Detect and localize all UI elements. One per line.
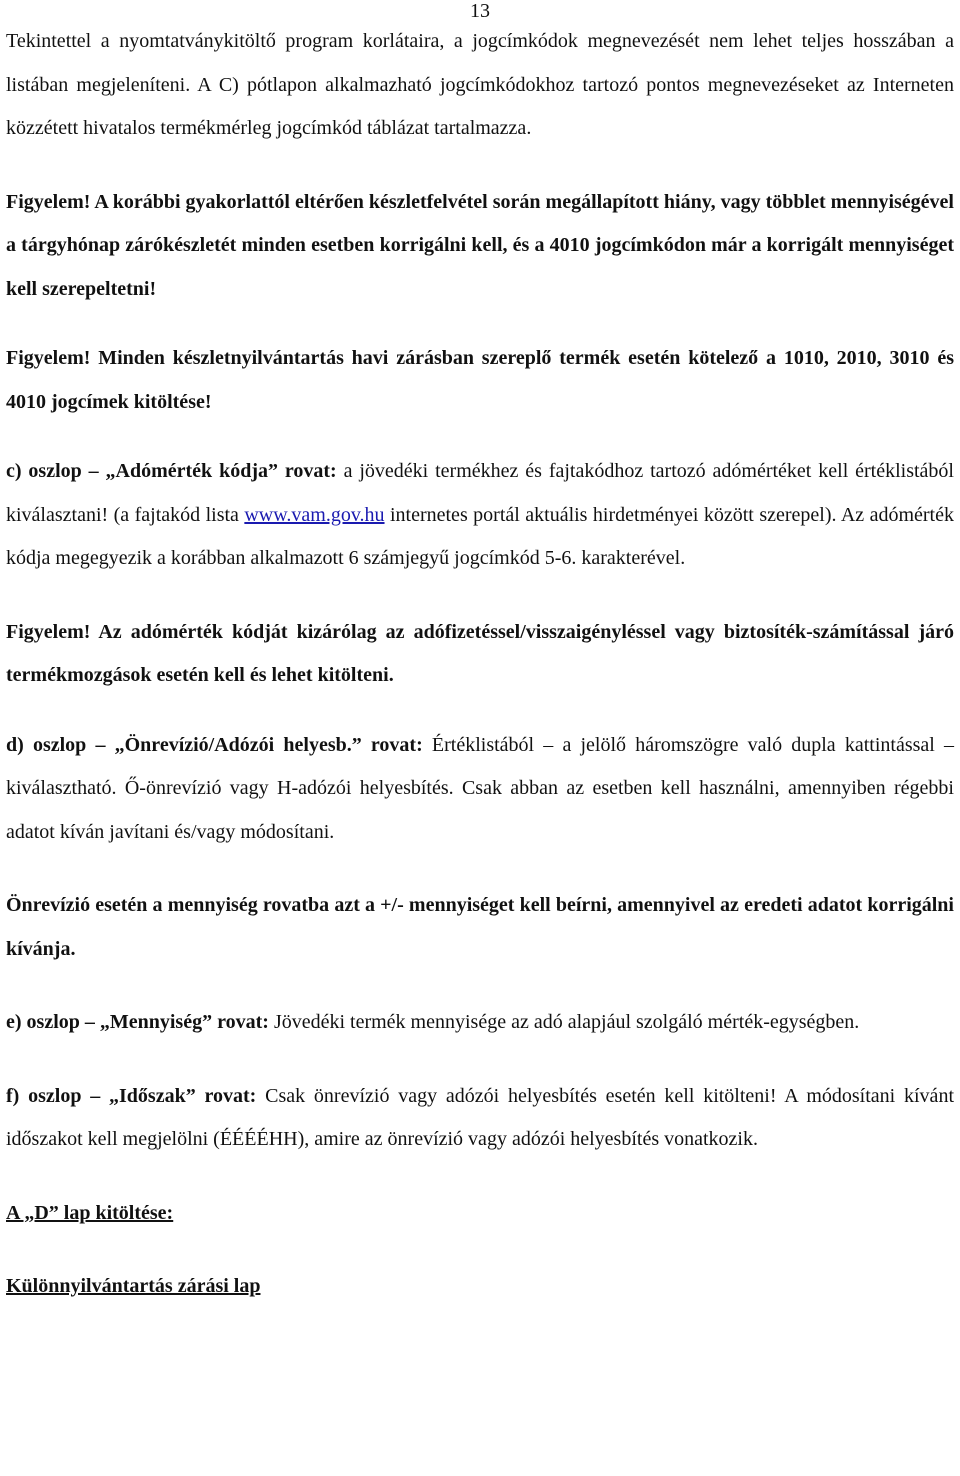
vam-link[interactable]: www.vam.gov.hu (244, 503, 385, 526)
paragraph-onrevizio (6, 884, 954, 971)
paragraph-f-oszlop (6, 1075, 954, 1162)
warning-text: Figyelem! Minden készletnyilvántartás havi zárásban szereplő termék esetén kötelező a 1010, 2010, 3010 és 4010 jogcímek kitöltése! (6, 347, 954, 413)
emphasis-text: Önrevízió esetén a mennyiség rovatba azt a +/- mennyiséget kell beírni, amennyivel az eredeti adatot korrigálni kívánja. (6, 894, 954, 960)
warning-text: Figyelem! Az adómérték kódját kizárólag az adófizetéssel/visszaigényléssel vagy biztosíték-számítással járó termékmozgások esetén kell és lehet kitölteni. (6, 620, 954, 686)
document-body (6, 20, 954, 1308)
paragraph-c-oszlop (6, 450, 954, 581)
description-text: Csak önrevízió vagy adózói helyesbítés esetén kell kitölteni! A módosítani kívánt időszakot kell megjelölni (ÉÉÉÉHH), amire az önrevízió vagy adózói helyesbítés vonatkozik. (6, 1084, 954, 1150)
column-label: f) oszlop – „Időszak” rovat: (6, 1084, 257, 1107)
heading-text: A „D” lap kitöltése: (6, 1201, 174, 1224)
page-number: 13 (470, 0, 490, 22)
warning-text: Figyelem! A korábbi gyakorlattól eltérően készletfelvétel során megállapított hiány, vagy többlet mennyiségével a tárgyhónap zárókészletét minden esetben korrigálni kell, és a 4010 jogcímkódon már a korrigált mennyiséget kell szerepeltetni! (6, 190, 954, 300)
description-text: internetes portál aktuális hirdetményei között szerepel). Az adómérték kódja megegyezik a korábban alkalmazott 6 számjegyű jogcímkód 5-6. karakterével. (6, 503, 954, 569)
heading-text: Különnyilvántartás zárási lap (6, 1274, 261, 1297)
column-label: c) oszlop – „Adómérték kódja” rovat: (6, 460, 337, 482)
paragraph-figyelem-korrekcio (6, 181, 954, 312)
description-text: Jövedéki termék mennyisége az adó alapjául szolgáló mérték-egységben. (268, 1011, 860, 1033)
paragraph-figyelem-kotelezo (6, 337, 954, 424)
paragraph-e-oszlop (6, 1001, 954, 1045)
description-text: a jövedéki termékhez és fajtakódhoz tartozó adómértéket kell értéklistából kiválasztani! (a fajtakód lista (6, 460, 954, 526)
column-label: e) oszlop – „Mennyiség” rovat: (6, 1011, 269, 1033)
column-label: d) oszlop – „Önrevízió/Adózói helyesb.” rovat: (6, 733, 423, 756)
paragraph-d-oszlop (6, 724, 954, 855)
section-heading-kulonnyilvantartas (6, 1265, 954, 1308)
section-heading-d-lap (6, 1192, 954, 1235)
paragraph-jogcimkod-note: Tekintettel a nyomtatványkitöltő program korlátaira, a jogcímkódok megnevezését nem lehet teljes hosszában a listában megjeleníteni. A C) pótlapon alkalmazható jogcímkódokhoz tartozó pontos megnevezéseket az Interneten közzétett hivatalos termékmérleg jogcímkód táblázat tartalmazza. (6, 30, 954, 139)
paragraph-figyelem-adomertek (6, 611, 954, 698)
description-text: Értéklistából – a jelölő háromszögre való dupla kattintással – kiválasztható. Ő-önrevízió vagy H-adózói helyesbítés. Csak abban az esetben kell használni, amennyiben régebbi adatot kíván javítani és/vagy módosítani. (6, 733, 954, 843)
